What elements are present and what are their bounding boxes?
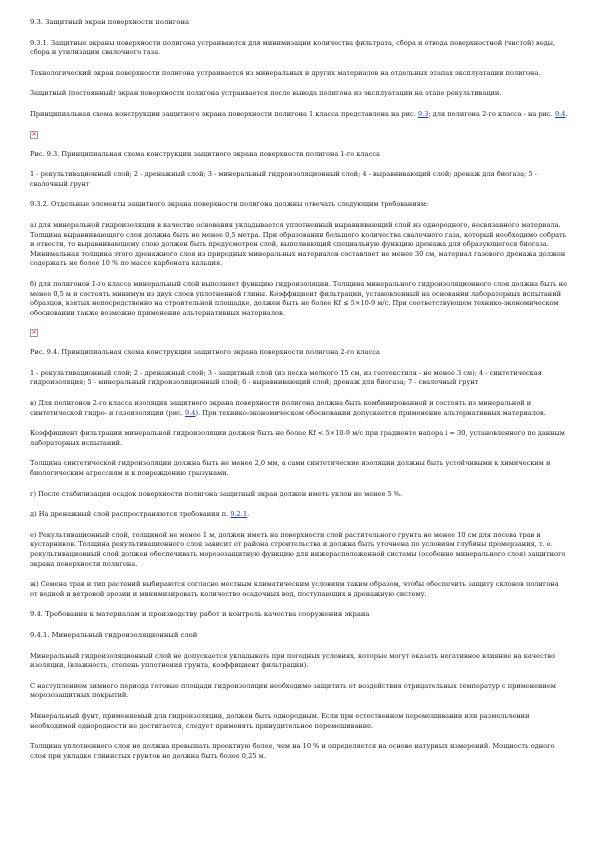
paragraph-9-3-1: 9.3.1. Защитные экраны поверхности полигона устраиваются для минимизации количества фильтрата, сбора и отвода поверхностной (чистой) воды, сбора и утилизации свалочного газа.: [30, 38, 556, 57]
requirement-a: а) для минеральной гидроизоляции в качестве основания укладывается уплотненный выравнивающий слой из однородного, несвязанного материала. Толщина выравнивающего слоя должна быть не менее 0,5 метра. При образовании большого количества свалочного газа, который необходимо собрать и отвести, то выравнивающему слою должен быть предусмотрен слой, выполняющий специальную функцию дренажа для образующегося биогаза. Минимальная толщина этого дренажного слоя из природных минеральных материалов составляет не менее 30 см, материал газового дренажа должен содержать не более 10 % по массе карбоната кальция.: [30, 220, 567, 268]
broken-image-glyph: ×: [31, 329, 37, 337]
paragraph-9-4-1-d: Толщина уплотненного слоя не должна превышать проектную более, чем на 10 % и определяется на основе натурных измерений. Мощность одного слоя при укладке глинистых грунтов не должна быть более 0,25 м.: [30, 742, 555, 760]
broken-image-icon: [30, 329, 38, 337]
document-page: [30, 18, 568, 772]
paragraph-9-4-1-a: Минеральный гидроизоляционный слой не допускается укладывать при погодных условиях, которые могут оказать негативное влияние на качество изоляции, (влажность, степень уплотнения грунта, коэффициент фильтрации).: [30, 651, 556, 670]
figure-9-3-caption: Рис. 9.3. Принципиальная схема конструкции защитного экрана поверхности полигона 1-го класса: [30, 149, 380, 158]
requirement-b: б) для полигонов 1-го класса минеральный слой выполняет функцию гидроизоляции. Толщина минерального гидроизоляционного слоя должна быть не менее 0,5 м и состоять минимум из двух слоев уплотненной глины. Коэффициент фильтрации, установленный на основании лабораторных испытаний образцов, взятых непосредственно на строительной площадке, должен быть не более Кf ≤ 5×10-9 м/с. При соответствующем технико-экономическом обосновании также возможно применение альтернативных материалов.: [30, 279, 567, 317]
paragraph-principal-scheme: [30, 110, 568, 120]
principal-text-mid: ; для полигона 2-го класса - на рис.: [428, 109, 553, 118]
section-heading-9-4-1: 9.4.1. Минеральный гидроизоляционный слой: [30, 630, 198, 639]
requirement-v: [30, 399, 568, 418]
figure-9-4-legend: 1 - рекультивационный слой; 2 - дренажный слой; 3 - защитный слой (из песка мелкого 15 см, из геотекстиля - не менее 3 см); 4 - синтетическая гидроизоляция; 5 - минеральный гидроизоляционный слой; 6 - выравнивающий слой; дренаж для биогаза; 7 - свалочный грунт: [30, 368, 542, 387]
requirement-v-text: в) Для полигонов 2-го класса изоляция защитного экрана поверхности полигона должна быть комбинированной и состоять из минеральной и синтетической гидро- и газоизоляции (рис.: [30, 399, 532, 417]
paragraph-synthetic: Толщина синтетической гидроизоляции должна быть не менее 2,0 мм, а сами синтетические изоляции должны быть устойчивыми к химическим и биологическим агрессиям и к повреждению грызунами.: [30, 459, 551, 478]
paragraph-9-4-1-c: Минеральный фунт, применяемый для гидроизоляции, должен быть однородным. Если при естественном перемешивании или размельчении необходимой однородности не достигается, следует применять принудительное перемешивание.: [30, 711, 530, 730]
principal-text-end: .: [565, 109, 568, 118]
requirement-v-text-end: ). При технико-экономическом обосновании допускается применение альтернативных материалов.: [195, 408, 546, 417]
link-fig-9-3[interactable]: 9.3: [417, 109, 429, 118]
section-heading-9-3: 9.3. Защитный экран поверхности полигона: [30, 18, 190, 26]
paragraph-9-3-2: 9.3.2. Отдельные элементы защитного экрана поверхности полигона должны отвечать следующим требованиям:: [30, 200, 429, 209]
paragraph-permanent-screen: Защитный (постоянный) экран поверхности полигона устраивается после вывода полигона из эксплуатации на этапе рекультивации.: [30, 89, 502, 98]
broken-image-icon: [30, 131, 38, 139]
requirement-e: е) Рекультивационный слой, толщиной не менее 1 м, должен иметь на поверхности слой растительного грунта не менее 10 см для посева трав и кустарников. Толщина рекультивационного слоя зависит от района строительства и должна быть уточнена по условиям глубины промерзания, т. е. рекультивационный слой должен обеспечивать морозозащитную функцию для нижерасположенной системы (особенно минерального слоя) защитного экрана поверхности полигона.: [30, 530, 566, 568]
figure-9-4-caption: Рис. 9.4. Принципиальная схема конструкции защитного экрана поверхности полигона 2-го класса: [30, 348, 380, 357]
requirement-d-text: д) На дренажный слой распространяются требования п.: [30, 510, 229, 519]
requirement-g: г) После стабилизации осадок поверхности полигона защитный экран должен иметь уклон не менее 5 %.: [30, 489, 403, 498]
paragraph-tech-screen: Технологический экран поверхности полигона устраивается из минеральных и других материалов на отдельных этапах эксплуатации полигона.: [30, 68, 541, 77]
figure-9-3-legend: 1 - рекультивационный слой; 2 - дренажный слой; 3 - минеральный гидроизоляционный слой; 4 - выравнивающий слой; дренаж для биогаза; 5 - свалочный грунт: [30, 170, 537, 188]
paragraph-kf: Коэффициент фильтрации минеральной гидроизоляции должен быть не более Кf < 5×10-9 м/с при градиенте напора i = 30, установленного по данным лабораторных испытаний.: [30, 429, 565, 447]
paragraph-9-4-1-b: С наступлением зимнего периода готовые площади гидроизоляции необходимо защитить от воздействия отрицательных температур с применением морозозащитных покрытий.: [30, 681, 556, 700]
link-fig-9-4[interactable]: 9.4: [554, 109, 566, 118]
requirement-zh: ж) Семена трав и тип растений выбираются согласно местным климатическим условиям таким образом, чтобы обеспечить защиту склонов полигона от водной и ветровой эрозии и минимизировать количество осадочных вод, поступающих в дренажную систему.: [30, 580, 559, 598]
link-fig-9-4-ref[interactable]: 9.4: [185, 408, 196, 417]
requirement-d-text-end: .: [247, 510, 250, 519]
requirement-d: [30, 510, 568, 520]
principal-text-start: Принципиальная схема конструкции защитного экрана поверхности полигона 1 класса представлена на рис.: [30, 109, 416, 118]
section-heading-9-4: 9.4. Требования к материалам и производству работ и контроль качества сооружения экрана: [30, 610, 370, 619]
link-item-9-2-1[interactable]: 9.2.1: [230, 510, 248, 519]
broken-image-glyph: ×: [31, 130, 37, 138]
